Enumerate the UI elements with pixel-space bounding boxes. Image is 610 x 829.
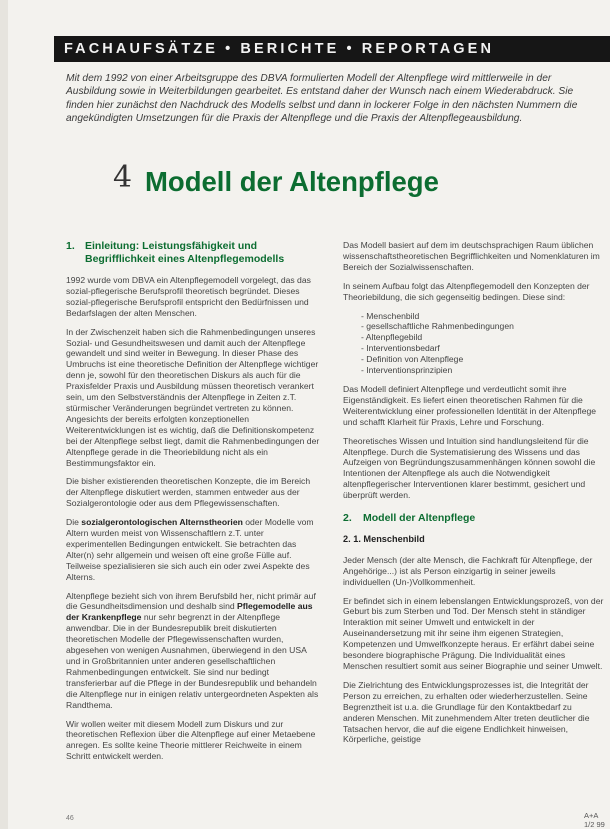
intro-paragraph: Mit dem 1992 von einer Arbeitsgruppe des DBVA formulierten Modell der Altenpflege wird mittlerweile in der Ausbildung sowie in Weiterbildungen gearbeitet. Es entstand daher der Wunsch nach einem Wiederabdruck. Sie finden hier zunächst den Nachdruck des Modells selbst und dann in lockerer Folge in den nächsten Nummern die angekündigten Umsetzungen für die Praxis der Altenpflege und die Praxis der Altenpflegeausbildung. — [66, 73, 578, 125]
article-title: Modell der Altenpflege — [145, 166, 439, 197]
paragraph: In seinem Aufbau folgt das Altenpflegemodell den Konzepten der Theoriebildung, die sich gegenseitig bedingen. Diese sind: — [343, 280, 590, 302]
text-run: Die — [66, 517, 82, 528]
paragraph: Das Modell definiert Altenpflege und verdeutlicht somit ihre Eigenständigkeit. Es liefert einen theoretischen Rahmen für die Weiterentwicklung einer professionellen Identität in der Altenpflege und schafft Klarheit für Praxis, Lehre und Forschung. — [343, 383, 597, 427]
list-item: - Definition von Altenpflege — [361, 354, 464, 365]
text-run: nur sehr begrenzt in der Altenpflege anwendbar. Die in der Bundesrepublik breit diskutierten theoretischen Modelle der Pflegewissenschaften wurden, abgesehen von wenigen Ausnahmen, überwiegend in den USA und in Großbritannien unter anderen gesellschaftlichen Rahmenbedingungen entwickelt. Sie sind nur bedingt transferierbar auf die Pflege in der Bundesrepublik und behandeln die Altenpflege nur in einigen relativ untergeordneten Aspekten als Randthema. — [66, 612, 319, 710]
section-heading-text: Einleitung: Leistungsfähigkeit und Begrifflichkeit eines Altenpflegemodells — [85, 240, 285, 265]
concept-list — [343, 311, 605, 376]
list-item: - Interventionsbedarf — [361, 343, 440, 354]
paragraph — [66, 517, 322, 582]
left-column — [66, 240, 322, 770]
page-number: 46 — [66, 815, 74, 822]
bold-term: sozialgerontologischen Alternstheorien — [81, 517, 243, 528]
section-heading-1 — [66, 240, 322, 265]
issue-label: A+A 1/2 99 — [584, 811, 605, 829]
section-banner: FACHAUFSÄTZE • BERICHTE • REPORTAGEN — [54, 36, 610, 62]
text-run: oder Modelle vom Altern wurden meist von Wissenschaftlern z.T. unter experimentellen Bedingungen entwickelt. Sie betrachten das Alter(n) sehr allgemein und weisen oft eine große Fülle auf. Teilweise spezialisieren sie sich auch ein oder zwei Aspekte des Alterns. — [66, 517, 314, 582]
paragraph: 1992 wurde vom DBVA ein Altenpflegemodell vorgelegt, das das sozial-pflegerische Berufsprofil theoretisch begründet. Dieses sozial-pflegerische Berufsprofil entspricht den Bedürfnissen und Bedarfslagen der alten Menschen. — [66, 275, 311, 318]
paragraph: In der Zwischenzeit haben sich die Rahmenbedingungen unseres Sozial- und Gesundheitswesen und damit auch der Altenpflege gewandelt und sind weiter in Bewegung. In dieser Phase des Umbruchs ist eine theoretische Definition der Altenpflege wichtiger denn je, sowohl für den theoretischen Diskurs als auch für die Praxisfelder Praxis und Ausbildung müssen theoretisch verankert sein, um den Selbstverständnis der Altenpflege in Zeiten z.T. stürmischer Veränderungen begründet vertreten zu können. Angesichts der bereits erfolgten konzeptionellen Weiterentwicklungen ist es wichtig, daß die Definitionskompetenz bei der Altenpflege selbst liegt, damit die Rahmenbedingungen der Altenpflege gerade in die Theoriebildung nicht als ein Bestimmungsfaktor ein. — [66, 326, 320, 468]
paragraph — [66, 591, 322, 711]
handwritten-mark: 4 — [113, 160, 133, 195]
bold-term: Pflegemodelle aus der Krankenpflege — [66, 601, 313, 623]
section-number: 2. — [343, 512, 352, 525]
list-item: - Altenpflegebild — [361, 332, 423, 343]
section-heading-2 — [343, 513, 605, 524]
list-item: - Interventionsprinzipien — [361, 365, 453, 376]
subsection-heading: 2. 1. Menschenbild — [343, 533, 425, 544]
text-run: Altenpflege bezieht sich von ihrem Berufsbild her, nicht primär auf die Gesundheitsdimension und deshalb sind — [66, 590, 316, 612]
section-number: 1. — [66, 240, 75, 252]
list-item: - Menschenbild — [361, 310, 420, 321]
paragraph: Wir wollen weiter mit diesem Modell zum Diskurs und zur theoretischen Reflexion über die Altenpflege auf einer Metaebene anregen. Es sollte keine Theorie mittlerer Reichweite in einem Schritt entwickelt werden. — [66, 718, 316, 762]
paragraph: Die bisher existierenden theoretischen Konzepte, die im Bereich der Altenpflege diskutiert werden, stammen entweder aus der Sozialgerontologie oder aus dem Pflegewissenschaften. — [66, 476, 311, 509]
paragraph: Das Modell basiert auf dem im deutschsprachigen Raum üblichen wissenschaftstheoretischen Begrifflichkeiten und Nomenklaturen im Bereich der Sozialwissenschaften. — [343, 240, 600, 272]
paragraph: Jeder Mensch (der alte Mensch, die Fachkraft für Altenpflege, der Angehörige...) ist als Person einzigartig in seiner jeweils individuellen (Un-)Vollkommenheit. — [343, 554, 593, 587]
right-column — [343, 240, 605, 753]
section-heading-text: Modell der Altenpflege — [363, 512, 476, 525]
page-spine-shadow — [0, 0, 8, 829]
paragraph: Er befindet sich in einem lebenslangen Entwicklungsprozeß, von der Geburt bis zum Sterben und Tod. Der Mensch steht in ständiger Interaktion mit seiner Umwelt und entwickelt in der Auseinandersetzung mit ihr seine ihm eigenen Strategien, Kompetenzen und Umwelfkonzepte heraus. Er erfährt dabei seine besondere biographische Prägung. Die Individualität eines Menschen resultiert somit aus seiner Biographie und seiner Umwelt. — [343, 595, 604, 671]
paragraph: Die Zielrichtung des Entwicklungsprozesses ist, die Integrität der Person zu erreichen, zu erhalten oder wiederherzustellen. Seine Begrenztheit ist u.a. die Grundlage für den Kontaktbedarf zu anderen Menschen. Mit zunehmendem Alter treten deutlicher die Tatsachen hervor, die auf die eigene Endlichkeit hinweisen, Körperliche, geistige — [343, 679, 590, 745]
list-item: - gesellschaftliche Rahmenbedingungen — [361, 321, 514, 332]
paragraph: Theoretisches Wissen und Intuition sind handlungsleitend für die Altenpflege. Durch die Systematisierung des Wissens und das Aufzeigen von Begründungszusammenhängen können sowohl die Intentionen der Altenpflege als auch die Notwendigkeit altenpflegerischer Interventionen klarer bestimmt, gesichert und überprüft werden. — [343, 435, 596, 501]
